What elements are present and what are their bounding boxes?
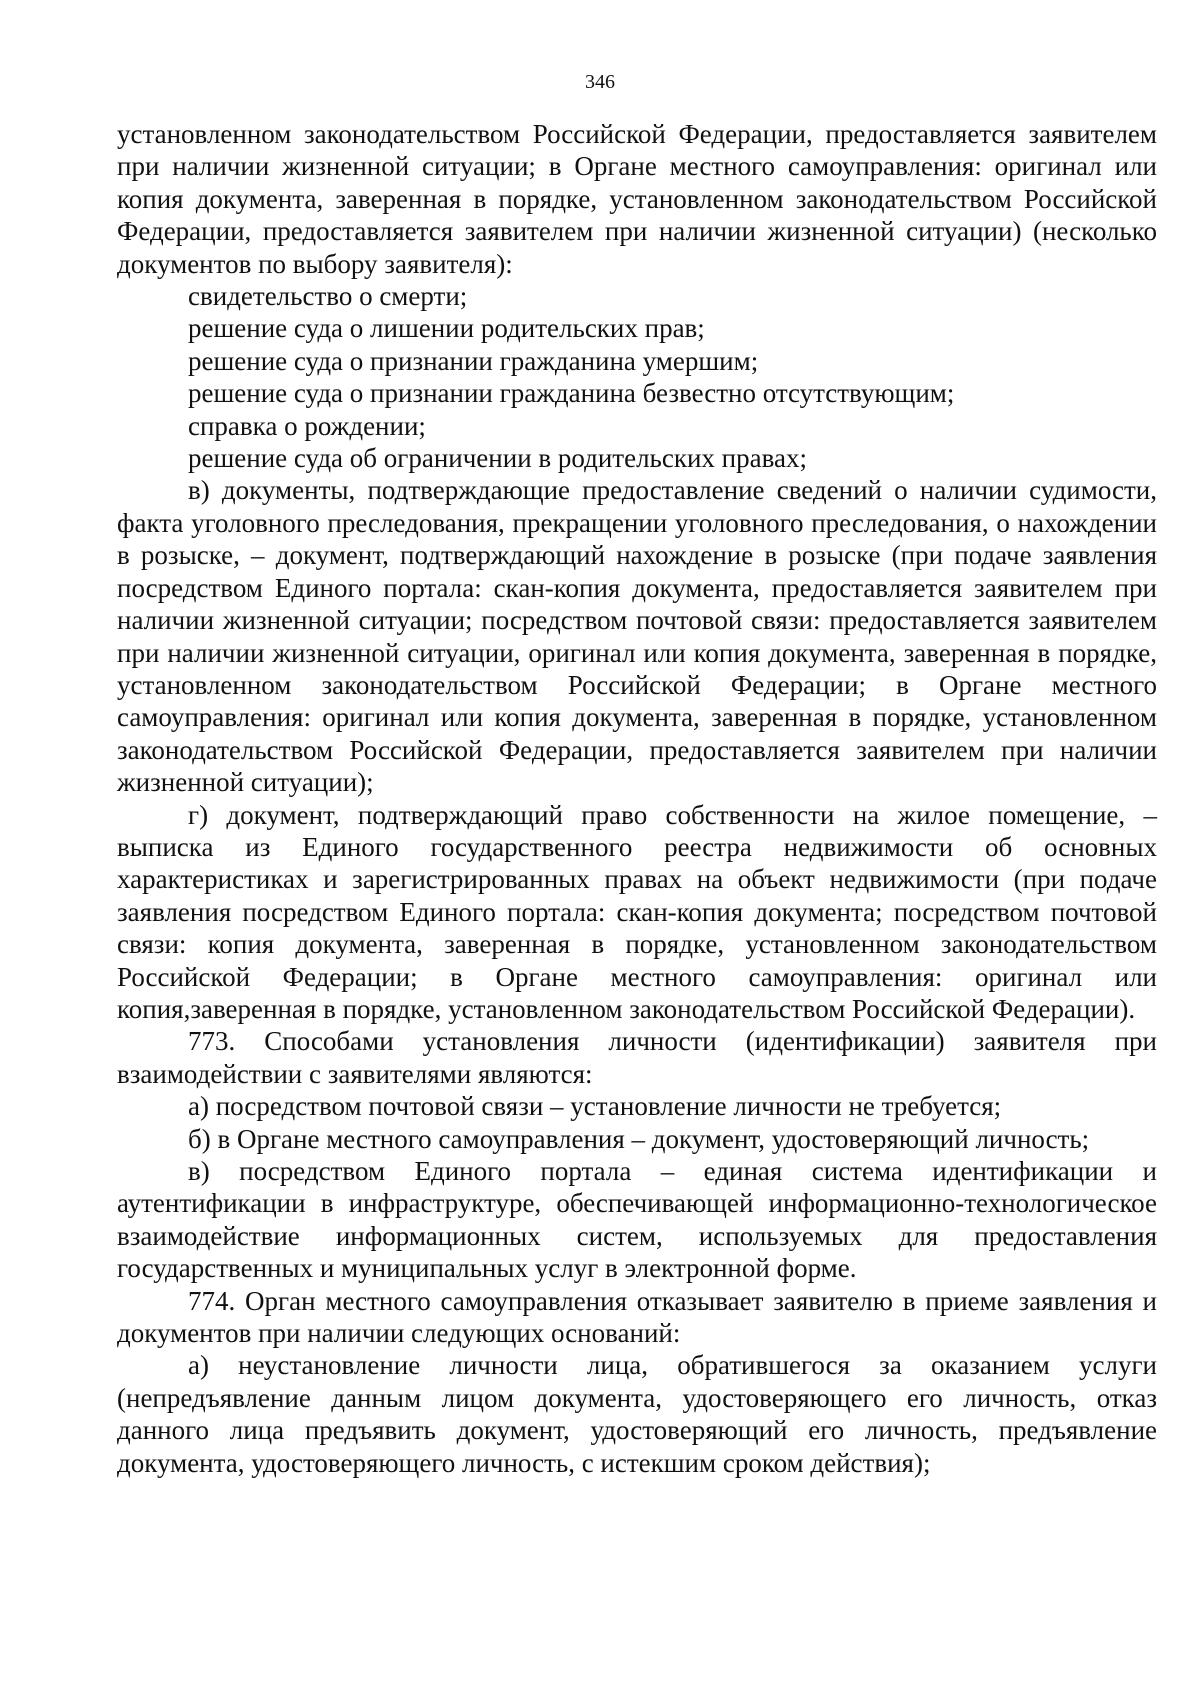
section-773: 773. Способами установления личности (идентификации) заявителя при взаимодействии с заявителями являются: xyxy=(117,1026,1157,1089)
paragraph: в) посредством Единого портала – единая система идентификации и аутентификации в инфраструктуре, обеспечивающей информационно-технологическое взаимодействие информационных систем, используемых для предоставления государственных и муниципальных услуг в электронной форме. xyxy=(117,1156,1157,1284)
list-item: свидетельство о смерти; xyxy=(188,281,468,312)
paragraph: в) документы, подтверждающие предоставление сведений о наличии судимости, факта уголовного преследования, прекращении уголовного преследования, о нахождении в розыске, – документ, подтверждающий нахождение в розыске (при подаче заявления посредством Единого портала: скан-копия документа, предоставляется заявителем при наличии жизненной ситуации; посредством почтовой связи: предоставляется заявителем при наличии жизненной ситуации, оригинал или копия документа, заверенная в порядке, установленном законодательством Российской Федерации; в Органе местного самоуправления: оригинал или копия документа, заверенная в порядке, установленном законодательством Российской Федерации, предоставляется заявителем при наличии жизненной ситуации); xyxy=(117,475,1157,798)
list-item: решение суда о признании гражданина безвестно отсутствующим; xyxy=(188,378,955,409)
document-body xyxy=(117,118,1157,1479)
paragraph: установленном законодательством Российской Федерации, предоставляется заявителем при наличии жизненной ситуации; в Органе местного самоуправления: оригинал или копия документа, заверенная в порядке, установленном законодательством Российской Федерации, предоставляется заявителем при наличии жизненной ситуации) (несколько документов по выбору заявителя): xyxy=(117,119,1157,279)
section-774: 774. Орган местного самоуправления отказывает заявителю в приеме заявления и документов при наличии следующих оснований: xyxy=(117,1285,1157,1349)
list-item: б) в Органе местного самоуправления – документ, удостоверяющий личность; xyxy=(188,1123,1090,1154)
paragraph: а) неустановление личности лица, обратившегося за оказанием услуги (непредъявление данным лицом документа, удостоверяющего его личность, отказ данного лица предъявить документ, удостоверяющий его личность, предъявление документа, удостоверяющего личность, с истекшим сроком действия); xyxy=(117,1350,1157,1478)
page-number: 346 xyxy=(585,71,615,93)
list-item: решение суда о лишении родительских прав; xyxy=(188,313,705,344)
list-item: решение суда об ограничении в родительских правах; xyxy=(188,443,807,474)
list-item: а) посредством почтовой связи – установление личности не требуется; xyxy=(188,1091,1002,1122)
list-item: справка о рождении; xyxy=(188,410,426,441)
list-item: решение суда о признании гражданина умершим; xyxy=(188,345,759,376)
paragraph: г) документ, подтверждающий право собственности на жилое помещение, – выписка из Единого государственного реестра недвижимости об основных характеристиках и зарегистрированных правах на объект недвижимости (при подаче заявления посредством Единого портала: скан-копия документа; посредством почтовой связи: копия документа, заверенная в порядке, установленном законодательством Российской Федерации; в Органе местного самоуправления: оригинал или копия,заверенная в порядке, установленном законодательством Российской Федерации). xyxy=(117,799,1157,1024)
